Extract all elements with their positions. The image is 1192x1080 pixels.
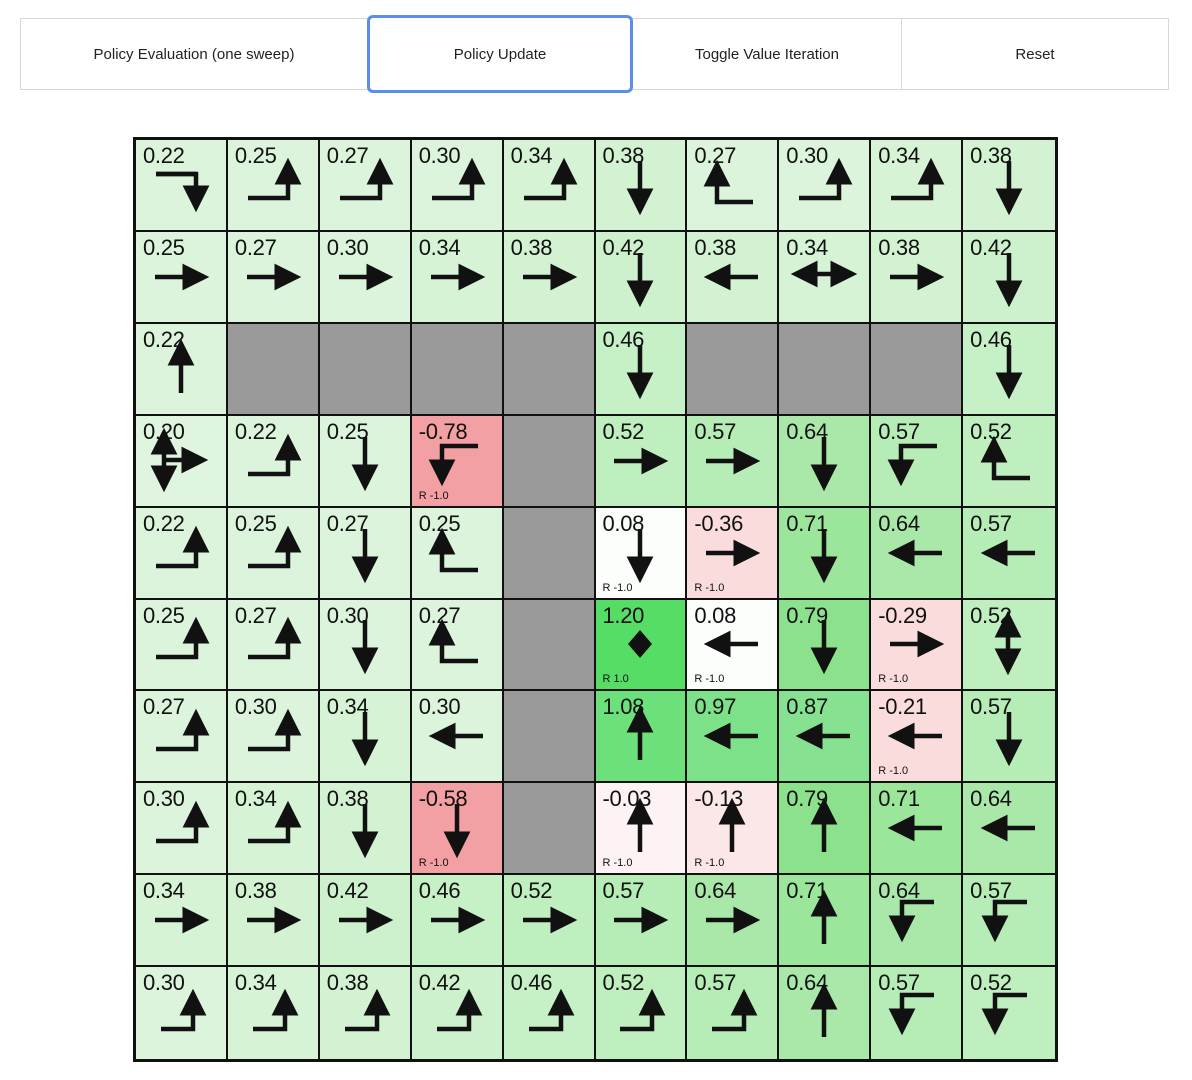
cell-value: 0.25 (234, 510, 277, 536)
cell-value: 0.64 (878, 878, 920, 904)
cell-value: 0.27 (143, 694, 185, 720)
reset-button[interactable] (901, 18, 1169, 90)
grid-cell[interactable] (320, 691, 412, 783)
cell-value: 1.08 (602, 694, 645, 720)
cell-value: 0.71 (786, 510, 828, 536)
cell-value: 0.34 (326, 694, 369, 720)
grid-cell[interactable] (136, 691, 228, 783)
cell-value: 0.38 (510, 234, 553, 260)
grid-cell[interactable] (687, 508, 779, 600)
grid-cell[interactable] (963, 416, 1055, 508)
cell-value: 0.22 (143, 143, 185, 168)
grid-cell[interactable] (136, 324, 228, 416)
cell-value: 0.34 (234, 970, 277, 996)
cell-value: 0.64 (786, 418, 828, 444)
grid-cell[interactable] (320, 508, 412, 600)
grid-cell[interactable] (412, 967, 504, 1059)
cell-value: 0.25 (143, 602, 185, 628)
cell-value: 0.38 (694, 234, 737, 260)
grid-cell[interactable] (596, 783, 688, 875)
cell-value: 0.34 (143, 878, 185, 904)
cell-value: 0.64 (970, 786, 1012, 812)
toggle-value-iteration-label: Toggle Value Iteration (695, 45, 839, 63)
policy-update-button[interactable] (367, 15, 633, 93)
grid-cell[interactable] (779, 691, 871, 783)
cell-value: 0.57 (878, 418, 920, 444)
cell-value: 0.30 (786, 143, 828, 168)
cell-value: 0.71 (786, 878, 828, 904)
cell-value: 1.20 (602, 602, 645, 628)
cell-value: 0.42 (326, 878, 369, 904)
grid-cell[interactable] (596, 600, 688, 692)
cell-value: -0.03 (602, 786, 652, 812)
cell-value: 0.57 (970, 694, 1012, 720)
toolbar (20, 18, 1168, 93)
cell-value: 0.42 (602, 234, 645, 260)
cell-value: 0.08 (602, 510, 645, 536)
cell-value: 0.87 (786, 694, 828, 720)
cell-value: 0.25 (326, 418, 369, 444)
grid-cell[interactable] (687, 232, 779, 324)
cell-value: 0.27 (326, 143, 369, 168)
cell-reward: R -1.0 (602, 857, 633, 870)
cell-value: 0.79 (786, 602, 828, 628)
grid-cell[interactable] (136, 416, 228, 508)
grid-cell[interactable] (136, 875, 228, 967)
grid-cell[interactable] (320, 416, 412, 508)
grid-cell[interactable] (596, 416, 688, 508)
cell-value: 0.25 (143, 234, 185, 260)
grid-cell[interactable] (779, 508, 871, 600)
cell-value: -0.58 (418, 786, 468, 812)
grid-cell[interactable] (504, 875, 596, 967)
grid-cell-wall (504, 416, 596, 508)
grid-cell[interactable] (228, 600, 320, 692)
grid-cell[interactable] (320, 967, 412, 1059)
cell-value: 0.08 (694, 602, 737, 628)
grid-cell[interactable] (504, 967, 596, 1059)
grid-cell[interactable] (687, 967, 779, 1059)
grid-cell[interactable] (320, 875, 412, 967)
cell-reward: R -1.0 (602, 581, 633, 594)
cell-reward: R -1.0 (694, 673, 725, 686)
grid-cell[interactable] (136, 232, 228, 324)
grid-cell[interactable] (779, 140, 871, 232)
cell-value: 0.57 (878, 970, 920, 996)
grid-cell[interactable] (412, 875, 504, 967)
cell-reward: R -1.0 (694, 857, 725, 870)
grid-cell[interactable] (596, 691, 688, 783)
grid-cell[interactable] (136, 967, 228, 1059)
cell-value: 0.52 (970, 602, 1012, 628)
cell-value: 0.27 (694, 143, 737, 168)
cell-value: 0.52 (510, 878, 553, 904)
cell-value: 0.27 (326, 510, 369, 536)
grid-cell-wall (504, 600, 596, 692)
grid-cell-wall (504, 324, 596, 416)
cell-value: 0.30 (326, 602, 369, 628)
cell-value: 0.30 (326, 234, 369, 260)
grid-cell[interactable] (596, 967, 688, 1059)
grid-cell[interactable] (412, 508, 504, 600)
toggle-value-iteration-button[interactable] (632, 18, 902, 90)
grid-cell[interactable] (412, 140, 504, 232)
grid-cell[interactable] (596, 508, 688, 600)
cell-value: 0.27 (234, 602, 277, 628)
grid-cell[interactable] (963, 875, 1055, 967)
cell-value: 0.57 (694, 970, 737, 996)
cell-reward: R -1.0 (418, 857, 449, 870)
cell-reward: R -1.0 (878, 673, 909, 686)
cell-value: 0.38 (602, 143, 645, 168)
grid-cell[interactable] (871, 140, 963, 232)
grid-cell[interactable] (320, 232, 412, 324)
grid-cell[interactable] (779, 416, 871, 508)
grid-cell-wall (504, 508, 596, 600)
policy-update-label: Policy Update (453, 45, 547, 63)
cell-value: 0.30 (143, 970, 185, 996)
cell-value: 0.30 (234, 694, 277, 720)
cell-value: 0.38 (970, 143, 1012, 168)
grid-cell[interactable] (963, 232, 1055, 324)
cell-value: 0.57 (970, 878, 1012, 904)
grid-cell-wall (504, 783, 596, 875)
cell-value: 0.30 (418, 143, 461, 168)
cell-value: -0.29 (878, 602, 927, 628)
cell-value: 0.79 (786, 786, 828, 812)
grid-cell[interactable] (228, 783, 320, 875)
grid-cell[interactable] (779, 875, 871, 967)
cell-value: 0.52 (970, 970, 1012, 996)
cell-value: 0.34 (418, 234, 461, 260)
gridworld-grid[interactable] (133, 137, 1058, 1062)
grid-cell[interactable] (963, 967, 1055, 1059)
grid-cell-wall (228, 324, 320, 416)
cell-value: 0.57 (602, 878, 645, 904)
grid-cell-wall (871, 324, 963, 416)
cell-value: -0.36 (694, 510, 744, 536)
grid-cell-wall (412, 324, 504, 416)
cell-reward: R -1.0 (694, 581, 725, 594)
cell-value: 0.30 (143, 786, 185, 812)
cell-value: 0.57 (970, 510, 1012, 536)
grid-cell[interactable] (228, 232, 320, 324)
grid-cell[interactable] (871, 691, 963, 783)
grid-cell[interactable] (871, 600, 963, 692)
grid-cell[interactable] (687, 600, 779, 692)
grid-cell[interactable] (687, 875, 779, 967)
cell-value: 0.25 (418, 510, 461, 536)
grid-cell[interactable] (871, 875, 963, 967)
grid-cell[interactable] (320, 600, 412, 692)
grid-cell[interactable] (963, 508, 1055, 600)
grid-cell[interactable] (779, 783, 871, 875)
cell-value: 0.46 (510, 970, 553, 996)
grid-cell[interactable] (779, 232, 871, 324)
cell-value: 0.34 (234, 786, 277, 812)
cell-value: -0.78 (418, 418, 468, 444)
cell-value: 0.64 (694, 878, 737, 904)
grid-cell[interactable] (687, 783, 779, 875)
cell-value: 0.64 (786, 970, 828, 996)
cell-value: -0.13 (694, 786, 744, 812)
grid-cell[interactable] (871, 508, 963, 600)
cell-value: 0.42 (970, 234, 1012, 260)
policy-evaluation-label: Policy Evaluation (one sweep) (93, 45, 295, 63)
grid-cell-wall (779, 324, 871, 416)
cell-value: 0.27 (234, 234, 277, 260)
cell-value: 0.46 (602, 326, 645, 352)
cell-value: 0.52 (602, 418, 645, 444)
grid-cell[interactable] (504, 232, 596, 324)
cell-value: 0.46 (970, 326, 1012, 352)
grid-cell[interactable] (136, 140, 228, 232)
grid-cell[interactable] (228, 875, 320, 967)
grid-cell[interactable] (228, 691, 320, 783)
cell-value: 0.30 (418, 694, 461, 720)
cell-value: 0.57 (694, 418, 737, 444)
cell-value: 0.52 (970, 418, 1012, 444)
grid-cell[interactable] (596, 232, 688, 324)
policy-evaluation-button[interactable] (20, 18, 368, 90)
reset-label: Reset (1015, 45, 1055, 63)
cell-value: 0.38 (878, 234, 920, 260)
grid-cell[interactable] (871, 783, 963, 875)
grid-cell[interactable] (136, 508, 228, 600)
grid-cell[interactable] (963, 783, 1055, 875)
grid-cell-wall (504, 691, 596, 783)
cell-value: 0.64 (878, 510, 920, 536)
cell-value: 0.38 (326, 786, 369, 812)
grid-cell[interactable] (963, 691, 1055, 783)
grid-cell[interactable] (412, 416, 504, 508)
grid-cell[interactable] (228, 508, 320, 600)
cell-value: 0.52 (602, 970, 645, 996)
cell-value: 0.20 (143, 418, 185, 444)
grid-cell[interactable] (779, 967, 871, 1059)
cell-value: 0.38 (234, 878, 277, 904)
grid-cell[interactable] (228, 967, 320, 1059)
cell-value: 0.25 (234, 143, 277, 168)
grid-cell[interactable] (871, 967, 963, 1059)
grid-cell[interactable] (596, 875, 688, 967)
grid-cell[interactable] (963, 324, 1055, 416)
cell-value: 0.22 (143, 510, 185, 536)
grid-cell[interactable] (871, 232, 963, 324)
grid-cell[interactable] (136, 600, 228, 692)
grid-cell[interactable] (136, 783, 228, 875)
grid-cell-wall (687, 324, 779, 416)
cell-value: -0.21 (878, 694, 927, 720)
grid-cell[interactable] (687, 416, 779, 508)
cell-value: 0.42 (418, 970, 461, 996)
grid-cell[interactable] (596, 324, 688, 416)
cell-reward: R -1.0 (878, 765, 909, 778)
cell-value: 0.71 (878, 786, 920, 812)
cell-value: 0.34 (510, 143, 553, 168)
grid-cell[interactable] (412, 783, 504, 875)
grid-cell[interactable] (320, 783, 412, 875)
grid-cell[interactable] (687, 691, 779, 783)
grid-cell[interactable] (412, 691, 504, 783)
cell-reward: R 1.0 (602, 673, 629, 686)
grid-cell[interactable] (228, 416, 320, 508)
grid-cell[interactable] (504, 140, 596, 232)
grid-cell[interactable] (596, 140, 688, 232)
cell-reward: R -1.0 (418, 489, 449, 502)
grid-cell[interactable] (320, 140, 412, 232)
cell-value: 0.46 (418, 878, 461, 904)
grid-cell[interactable] (412, 600, 504, 692)
grid-cell[interactable] (228, 140, 320, 232)
cell-value: 0.38 (326, 970, 369, 996)
cell-value: 0.27 (418, 602, 461, 628)
grid-cell-wall (320, 324, 412, 416)
grid-cell[interactable] (412, 232, 504, 324)
cell-value: 0.22 (143, 326, 185, 352)
grid-cell[interactable] (963, 600, 1055, 692)
grid-cell[interactable] (871, 416, 963, 508)
cell-value: 0.34 (786, 234, 828, 260)
cell-value: 0.97 (694, 694, 737, 720)
grid-cell[interactable] (963, 140, 1055, 232)
cell-value: 0.34 (878, 143, 920, 168)
grid-cell[interactable] (687, 140, 779, 232)
cell-value: 0.22 (234, 418, 277, 444)
grid-cell[interactable] (779, 600, 871, 692)
